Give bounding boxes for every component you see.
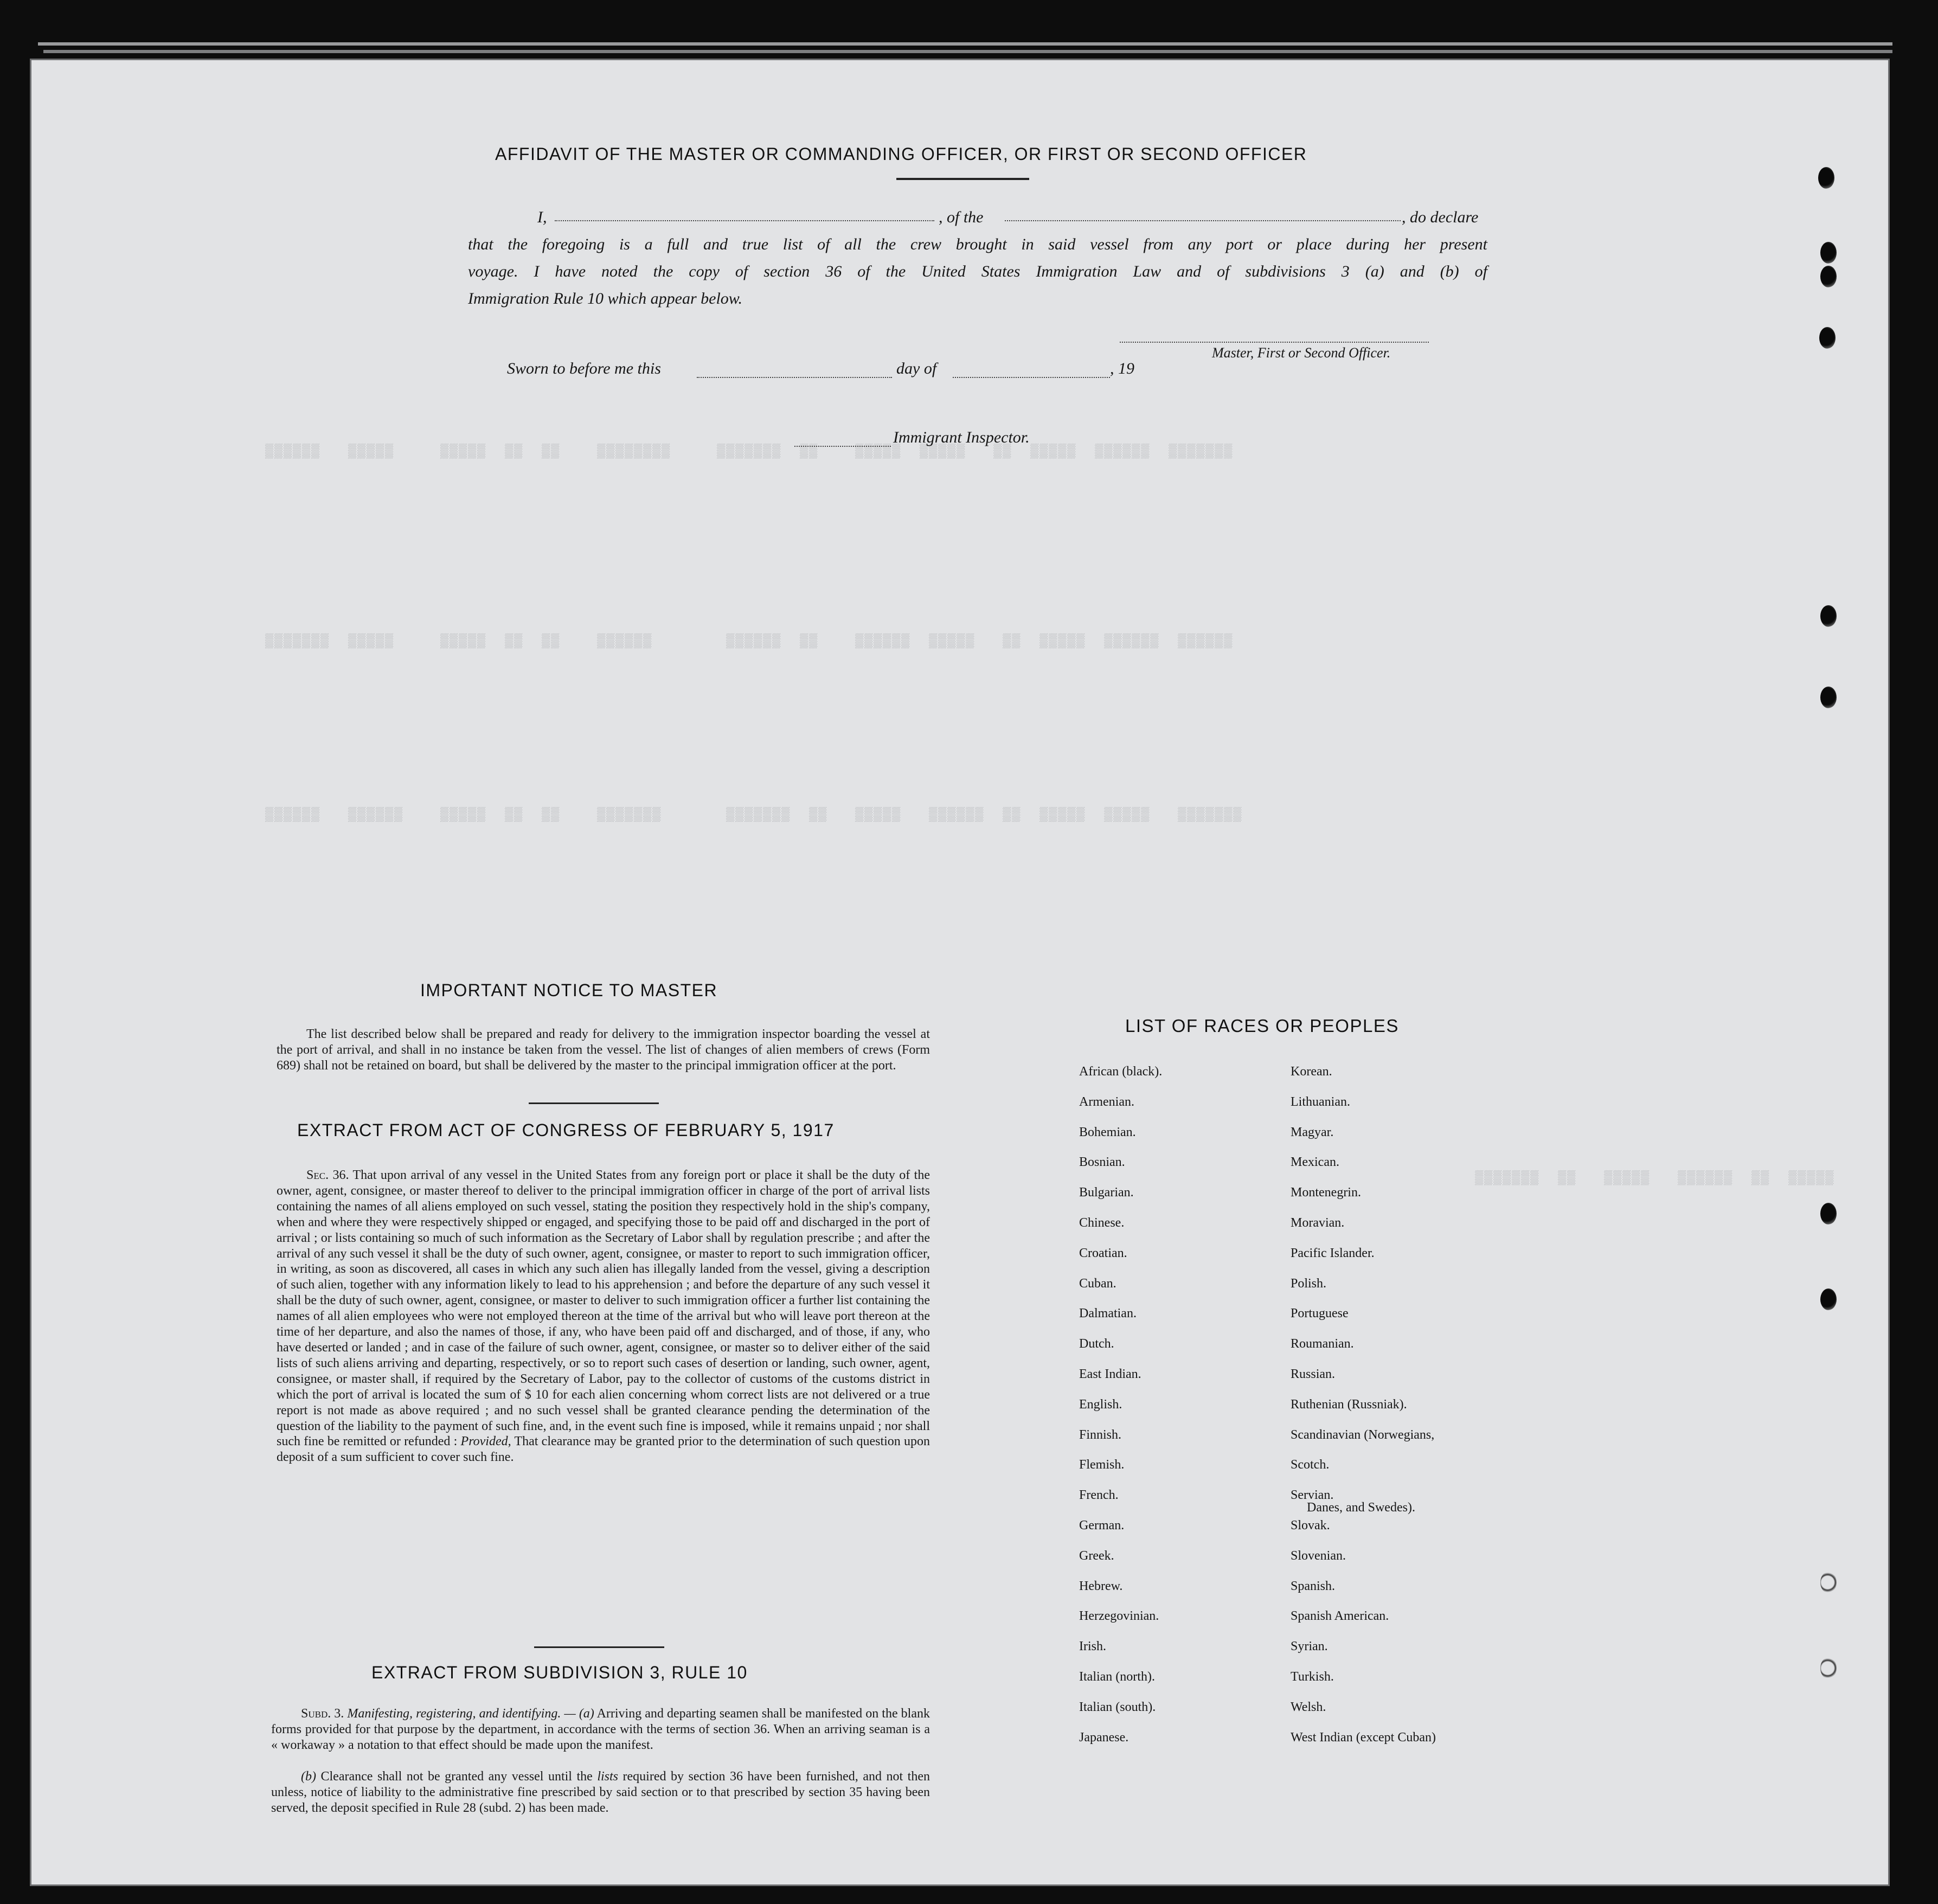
sworn-day-blank[interactable] [697, 365, 892, 378]
affidavit-line-2: that the foregoing is a full and true list of all the crew brought in said vessel from any port or place during her present [468, 235, 1487, 253]
rule-b-text-2: required by section 36 have been furnished, and not then unless, notice of liability to the administrative fine prescribed by said section or to that prescribed by section 35 having been served, the deposit specified in Rule 28 (subd. 2) has been made. [271, 1770, 930, 1815]
master-signature-blank[interactable] [1120, 330, 1429, 343]
rule-title: EXTRACT FROM SUBDIVISION 3, RULE 10 [371, 1663, 748, 1682]
bleed-through-text: ▒▒▒▒▒▒▒ ▒▒▒▒▒ ▒▒▒▒▒ ▒▒ ▒▒ ▒▒▒▒▒▒ ▒▒▒▒▒▒ ▒▒ ▒▒▒▒▒▒ ▒▒▒▒▒ ▒▒ ▒▒▒▒▒ ▒▒▒▒▒▒ ▒▒▒▒▒▒ [247, 633, 1234, 649]
race-item: West Indian (except Cuban) [1291, 1730, 1436, 1745]
rule-subd-b [271, 1769, 930, 1816]
affidavit-body [468, 204, 1487, 312]
name-blank[interactable] [555, 208, 934, 221]
affidavit-line-1 [468, 204, 1487, 231]
race-item: Servian. [1291, 1488, 1334, 1502]
race-item: Japanese. [1079, 1730, 1129, 1745]
section-rule [529, 1102, 659, 1104]
binder-hole [1820, 1657, 1837, 1679]
race-item: Ruthenian (Russniak). [1291, 1397, 1407, 1412]
act-body: That upon arrival of any vessel in the United States from any foreign port or place it shall be the duty of the owner, agent, consignee, or master thereof to deliver to the principal immigration officer in charge of the port of arrival lists containing the names of all aliens employed on such vessel, stating the position they respectively hold in the ship's company, when and where they were respectively shipped or engaged, and specifying those to be paid off and discharged in the port of arrival ; or lists containing so much of such information as the Secretary of Labor shall by regulation prescribe ; and after the arrival of any such vessel it shall be the duty of such owner, agent, consignee, or master to report to such immigration officer, in writing, as soon as discovered, all cases in which any such alien has illegally landed from the vessel, giving a description of such alien, together with any information likely to lead to his apprehension ; and before the departure of any such vessel it shall be the duty of such owner, agent, consignee, or master to deliver to such immigration officer a further list containing the names of all alien employees who were not employed thereon at the time of the arrival but who will leave port thereon at the time of her departure, and also the names of those, if any, who have been paid off and discharged, and of those, if any, who have deserted or landed ; and in case of the failure of such owner, agent, consignee, or master so to deliver either of the said lists of such aliens arriving and departing, respectively, or so to report such cases of desertion or landing, such owner, agent, consignee, or master shall, if required by the Secretary of Labor, pay to the collector of customs of the customs district in which the port of arrival is located the sum of $ 10 for each alien concerning whom correct lists are not delivered or a true report is not made as above required ; and no such vessel shall be granted clearance pending the determination of the question of the liability to the payment of such fine, and, in the event such fine is imposed, while it remains unpaid ; nor shall such fine be remitted or refunded : [277, 1168, 930, 1449]
race-item: Portuguese [1291, 1306, 1349, 1320]
master-signature-caption: Master, First or Second Officer. [1212, 345, 1391, 361]
race-item: Dutch. [1079, 1337, 1114, 1351]
section-rule [534, 1646, 664, 1648]
rule-b-label: (b) [301, 1770, 316, 1784]
act-title: EXTRACT FROM ACT OF CONGRESS OF FEBRUARY 5, 1917 [297, 1120, 835, 1140]
binder-hole [1818, 167, 1834, 189]
race-scandinavian-continued: Danes, and Swedes). [1307, 1501, 1415, 1515]
race-item: Polish. [1291, 1277, 1327, 1291]
race-item: Herzegovinian. [1079, 1609, 1159, 1623]
race-item: French. [1079, 1488, 1119, 1502]
rule-subd-a [271, 1706, 930, 1753]
race-item: Dalmatian. [1079, 1306, 1137, 1320]
binder-hole [1820, 687, 1837, 708]
race-item: Roumanian. [1291, 1337, 1354, 1351]
sworn-text: Sworn to before me this [507, 360, 661, 377]
race-item: Irish. [1079, 1639, 1106, 1653]
rule-subd-label: Subd. 3. [301, 1707, 344, 1721]
act-text [277, 1168, 930, 1465]
rule-subd-text: Arriving and departing seamen shall be manifested on the blank forms provided for that purpose by the department, in accordance with the terms of section 36. When an arriving seaman is a « workaway » a notation to that effect should be made upon the manifest. [271, 1707, 930, 1752]
binder-hole [1820, 266, 1837, 287]
race-item: Moravian. [1291, 1216, 1345, 1230]
race-item: Korean. [1291, 1065, 1332, 1079]
race-item: Finnish. [1079, 1428, 1122, 1442]
affidavit-of-the: , of the [939, 208, 984, 226]
race-item: Bosnian. [1079, 1155, 1125, 1169]
race-item: Chinese. [1079, 1216, 1125, 1230]
vessel-blank[interactable] [1005, 208, 1401, 221]
rule-b-lists: lists [597, 1770, 618, 1784]
race-item: Spanish. [1291, 1579, 1336, 1593]
inspector-caption: Immigrant Inspector. [893, 428, 1030, 446]
race-item: Croatian. [1079, 1246, 1127, 1260]
stacked-page-edge [43, 50, 1892, 53]
race-item: Scotch. [1291, 1458, 1330, 1472]
binder-hole [1820, 242, 1837, 264]
act-section-label: Sec. 36. [306, 1168, 349, 1182]
race-item: English. [1079, 1397, 1122, 1412]
race-item: Magyar. [1291, 1125, 1334, 1139]
race-item: Cuban. [1079, 1277, 1116, 1291]
races-title: LIST OF RACES OR PEOPLES [1125, 1016, 1399, 1036]
affidavit-i: I, [537, 208, 547, 226]
rule-subd-heading: Manifesting, registering, and identifying. — (a) [347, 1707, 594, 1721]
race-item: Russian. [1291, 1367, 1336, 1381]
race-item: Bohemian. [1079, 1125, 1136, 1139]
race-item: Italian (south). [1079, 1700, 1156, 1714]
race-item: Greek. [1079, 1549, 1114, 1563]
affidavit-declare: , do declare [1402, 208, 1479, 226]
race-item: Italian (north). [1079, 1670, 1155, 1684]
inspector-signature-blank[interactable] [794, 434, 891, 447]
binder-hole [1820, 1288, 1837, 1310]
affidavit-title: AFFIDAVIT OF THE MASTER OR COMMANDING OFFICER, OR FIRST OR SECOND OFFICER [495, 144, 1307, 164]
binder-hole [1819, 327, 1836, 349]
race-item: Bulgarian. [1079, 1185, 1134, 1200]
affidavit-line-4: Immigration Rule 10 which appear below. [468, 290, 743, 307]
race-item: Mexican. [1291, 1155, 1339, 1169]
bleed-through-text: ▒▒▒▒▒▒ ▒▒▒▒▒▒ ▒▒▒▒▒ ▒▒ ▒▒ ▒▒▒▒▒▒▒ ▒▒▒▒▒▒▒ ▒▒ ▒▒▒▒▒ ▒▒▒▒▒▒ ▒▒ ▒▒▒▒▒ ▒▒▒▒▒ ▒▒▒▒▒▒▒ [247, 807, 1243, 823]
race-item: Hebrew. [1079, 1579, 1123, 1593]
title-rule [896, 178, 1029, 180]
race-item: Syrian. [1291, 1639, 1328, 1653]
bleed-through-text: ▒▒▒▒▒▒ ▒▒▒▒▒ ▒▒▒▒▒ ▒▒ ▒▒ ▒▒▒▒▒▒▒▒ ▒▒▒▒▒▒▒ ▒▒ ▒▒▒▒▒ ▒▒▒▒▒ ▒▒ ▒▒▒▒▒ ▒▒▒▒▒▒ ▒▒▒▒▒▒▒ [247, 444, 1234, 459]
stacked-page-edge [38, 42, 1892, 46]
sworn-month-blank[interactable] [953, 365, 1110, 378]
notice-title: IMPORTANT NOTICE TO MASTER [420, 980, 718, 1000]
race-item: African (black). [1079, 1065, 1163, 1079]
race-item: Armenian. [1079, 1095, 1134, 1109]
rule-b-text-1: Clearance shall not be granted any vessel until the [320, 1770, 593, 1784]
race-item: Flemish. [1079, 1458, 1125, 1472]
notice-text: The list described below shall be prepared and ready for delivery to the immigration inspector boarding the vessel at the port of arrival, and shall in no instance be taken from the vessel. The list of changes of alien members of crews (Form 689) shall not be retained on board, but shall be delivered by the master to the principal immigration officer at the port. [277, 1027, 930, 1073]
day-of-text: day of [896, 360, 937, 377]
race-item: Turkish. [1291, 1670, 1334, 1684]
binder-hole [1820, 605, 1837, 627]
race-item: Welsh. [1291, 1700, 1326, 1714]
race-item: Montenegrin. [1291, 1185, 1361, 1200]
act-provided: Provided, [460, 1434, 511, 1449]
race-item: Pacific Islander. [1291, 1246, 1375, 1260]
year-text: , 19 [1110, 360, 1134, 377]
race-item: Slovak. [1291, 1518, 1330, 1533]
binder-hole [1820, 1203, 1837, 1225]
race-item: German. [1079, 1518, 1125, 1533]
binder-hole [1820, 1572, 1837, 1593]
race-item: East Indian. [1079, 1367, 1141, 1381]
race-item: Scandinavian (Norwegians, [1291, 1428, 1435, 1442]
affidavit-line-3: voyage. I have noted the copy of section 36 of the United States Immigration Law and of subdivisions 3 (a) and (b) of [468, 262, 1487, 280]
document-page [30, 59, 1890, 1886]
race-item: Slovenian. [1291, 1549, 1346, 1563]
race-item: Lithuanian. [1291, 1095, 1350, 1109]
act-body-end: That clearance may be granted prior to the determination of such question upon deposit of a sum sufficient to cover such fine. [277, 1434, 931, 1465]
bleed-through-text: ▒▒▒▒▒▒▒ ▒▒ ▒▒▒▒▒ ▒▒▒▒▒▒ ▒▒ ▒▒▒▒▒ [1060, 1170, 1835, 1186]
race-item: Spanish American. [1291, 1609, 1389, 1623]
